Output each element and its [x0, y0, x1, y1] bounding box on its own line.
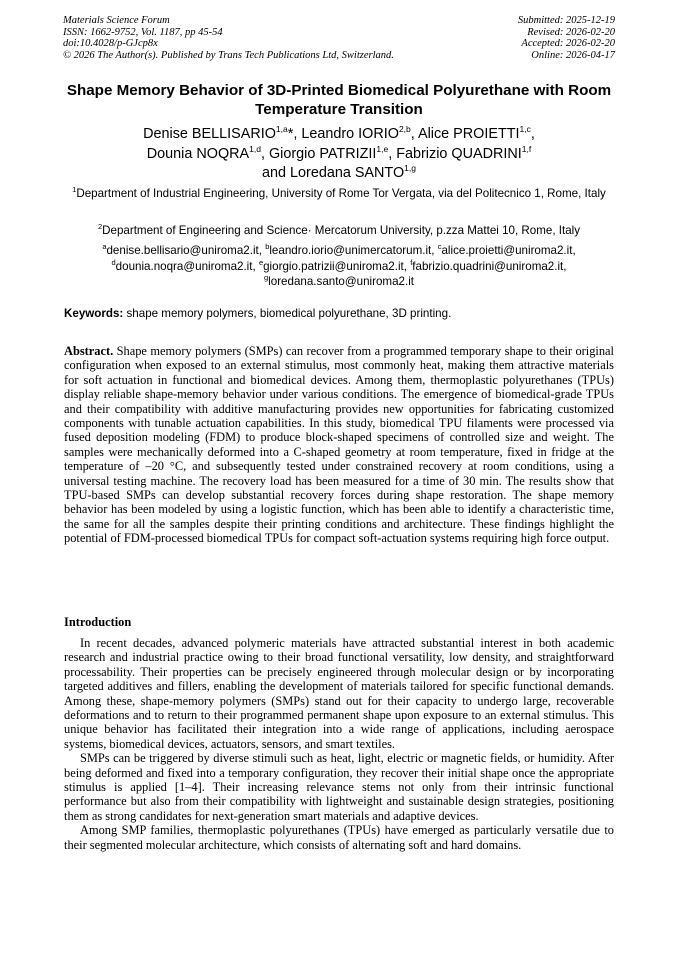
author-name: Giorgio PATRIZII	[268, 145, 377, 162]
author-separator: ,	[410, 126, 418, 142]
affiliation-2	[50, 223, 628, 239]
email-mark: e	[258, 257, 264, 267]
author-name: Denise BELLISARIO	[143, 126, 276, 142]
abstract-label: Abstract.	[64, 344, 114, 358]
email-line-3	[60, 274, 618, 290]
intro-paragraph-3: Among SMP families, thermoplastic polyurethanes (TPUs) have emerged as particularly versatile due to their segmented molecular architecture, which consists of alternating soft and hard domains.	[64, 823, 614, 852]
keywords-text: shape memory polymers, biomedical polyurethane, 3D printing.	[123, 307, 452, 320]
affiliation-1	[70, 186, 608, 202]
paper-title: Shape Memory Behavior of 3D-Printed Biomedical Polyurethane with Room Temperature Transition	[66, 82, 612, 118]
author-separator: ,	[388, 145, 397, 162]
copyright-line: © 2026 The Author(s). Published by Trans Tech Publications Ltd, Switzerland.	[63, 49, 394, 61]
email-address[interactable]: fabrizio.quadrini@uniroma2.it,	[412, 259, 567, 273]
email-mark: d	[111, 257, 116, 267]
affiliation-mark: 1	[72, 185, 77, 194]
author-name: Leandro IORIO	[301, 126, 399, 142]
affiliation-text: Department of Industrial Engineering, University of Rome Tor Vergata, via del Politecnico 1, Rome, Italy	[76, 187, 606, 200]
author-name: Alice PROIETTI	[417, 126, 520, 142]
email-address[interactable]: loredana.santo@uniroma2.it	[268, 275, 414, 288]
author-affiliation-mark: 1,a	[275, 124, 288, 134]
issn-line: ISSN: 1662-9752, Vol. 1187, pp 45-54	[63, 26, 223, 38]
email-mark: g	[264, 273, 269, 282]
author-affiliation-mark: 1,d	[249, 143, 261, 154]
email-mark: a	[102, 242, 107, 251]
author-line-2	[40, 145, 638, 165]
email-list	[60, 243, 618, 290]
email-mark: f	[410, 257, 413, 267]
section-heading-introduction: Introduction	[64, 615, 132, 629]
abstract	[64, 344, 614, 546]
author-separator: ,	[260, 145, 269, 162]
keywords-label: Keywords:	[64, 307, 124, 320]
journal-header-left	[63, 15, 394, 61]
email-line-2	[60, 259, 618, 275]
online-date: Online: 2026-04-17	[531, 49, 615, 61]
author-affiliation-mark: 1,g	[404, 163, 416, 173]
author-line-1	[40, 125, 638, 145]
affiliation-mark: 2	[97, 222, 103, 231]
author-name: Dounia NOQRA	[146, 145, 250, 162]
email-address[interactable]: alice.proietti@uniroma2.it,	[441, 244, 576, 257]
intro-paragraph-2: SMPs can be triggered by diverse stimuli such as heat, light, electric or magnetic fields, or humidity. After being deformed and fixed into a temporary configuration, they recover their initial shape once the appropriate stimulus is applied [1–4]. Their increasing relevance stems not only from their intrinsic functional performance but also from their compatibility with lightweight and sustainable design strategies, positioning them as strong candidates for next-generation smart materials and adaptive devices.	[64, 751, 614, 823]
intro-paragraph-1: In recent decades, advanced polymeric materials have attracted substantial interest in both academic research and industrial practice owing to their broad functional versatility, low density, and straightforward processability. Their properties can be precisely engineered through molecular design or by incorporating targeted additives and fillers, enabling the development of materials tailored for specific functional demands. Among these, shape-memory polymers (SMPs) stand out for their capacity to undergo large, recoverable deformations and to return to their programmed permanent shape upon exposure to an external stimulus. This unique behavior has facilitated their integration into a wide range of applications, including aerospace systems, biomedical devices, actuators, sensors, and smart textiles.	[64, 636, 614, 751]
author-affiliation-mark: 1,c	[519, 124, 531, 134]
introduction-body	[64, 636, 614, 852]
doi-line: doi:10.4028/p-GJcp8x	[63, 38, 158, 50]
email-address[interactable]: denise.bellisario@uniroma2.it,	[106, 244, 266, 257]
email-line-1	[60, 243, 618, 259]
abstract-text: Shape memory polymers (SMPs) can recover from a programmed temporary shape to their original configuration when exposed to an external stimulus, most commonly heat, making them attractive materials for soft actuation in functional and biomedical devices. Among them, thermoplastic polyurethanes (TPUs) display reliable shape-memory behavior under various conditions. The emergence of biomedical-grade TPUs and their compatibility with additive manufacturing provides new opportunities for fabricating customized components with tunable actuation capabilities. In this study, biomedical TPU filaments were processed via fused deposition modeling (FDM) to produce block-shaped specimens of controlled size and weight. The samples were mechanically deformed into a C-shaped geometry at room temperature, fixed in fridge at the temperature of –20 °C, and subsequently tested under constrained recovery at room conditions, using a universal testing machine. The recovery load has been measured for a time of 30 min. The results show that TPU-based SMPs can develop substantial recovery forces during shape restoration. The shape memory behavior has been modeled by using a logistic function, which has been able to identify a characteristic time, the same for all the samples despite their printing conditions and architecture. These findings highlight the potential of FDM-processed biomedical TPUs for compact soft-actuation systems requiring high force output.	[64, 344, 614, 546]
author-separator: ,	[530, 126, 535, 142]
email-address[interactable]: leandro.iorio@unimercatorum.it,	[269, 244, 438, 257]
journal-header-right	[518, 15, 615, 61]
author-separator: *,	[287, 126, 302, 142]
journal-name: Materials Science Forum	[63, 15, 170, 26]
email-mark: b	[265, 242, 270, 251]
keywords	[64, 307, 616, 321]
accepted-date: Accepted: 2026-02-20	[521, 38, 615, 50]
email-address[interactable]: giorgio.patrizii@uniroma2.it,	[263, 259, 411, 273]
revised-date: Revised: 2026-02-20	[527, 26, 615, 38]
author-name: Fabrizio QUADRINI	[396, 145, 522, 162]
affiliation-text: Department of Engineering and Science· Mercatorum University, p.zza Mattei 10, Rome, Italy	[102, 224, 581, 237]
email-address[interactable]: dounia.noqra@uniroma2.it,	[115, 259, 259, 273]
author-affiliation-mark: 1,f	[521, 143, 532, 154]
author-line-3	[40, 164, 638, 184]
email-mark: c	[437, 242, 442, 251]
author-list	[40, 125, 638, 184]
author-name: and Loredana SANTO	[262, 165, 405, 181]
author-affiliation-mark: 1,e	[376, 143, 389, 154]
author-affiliation-mark: 2,b	[398, 124, 411, 134]
submitted-date: Submitted: 2025-12-19	[517, 15, 615, 26]
